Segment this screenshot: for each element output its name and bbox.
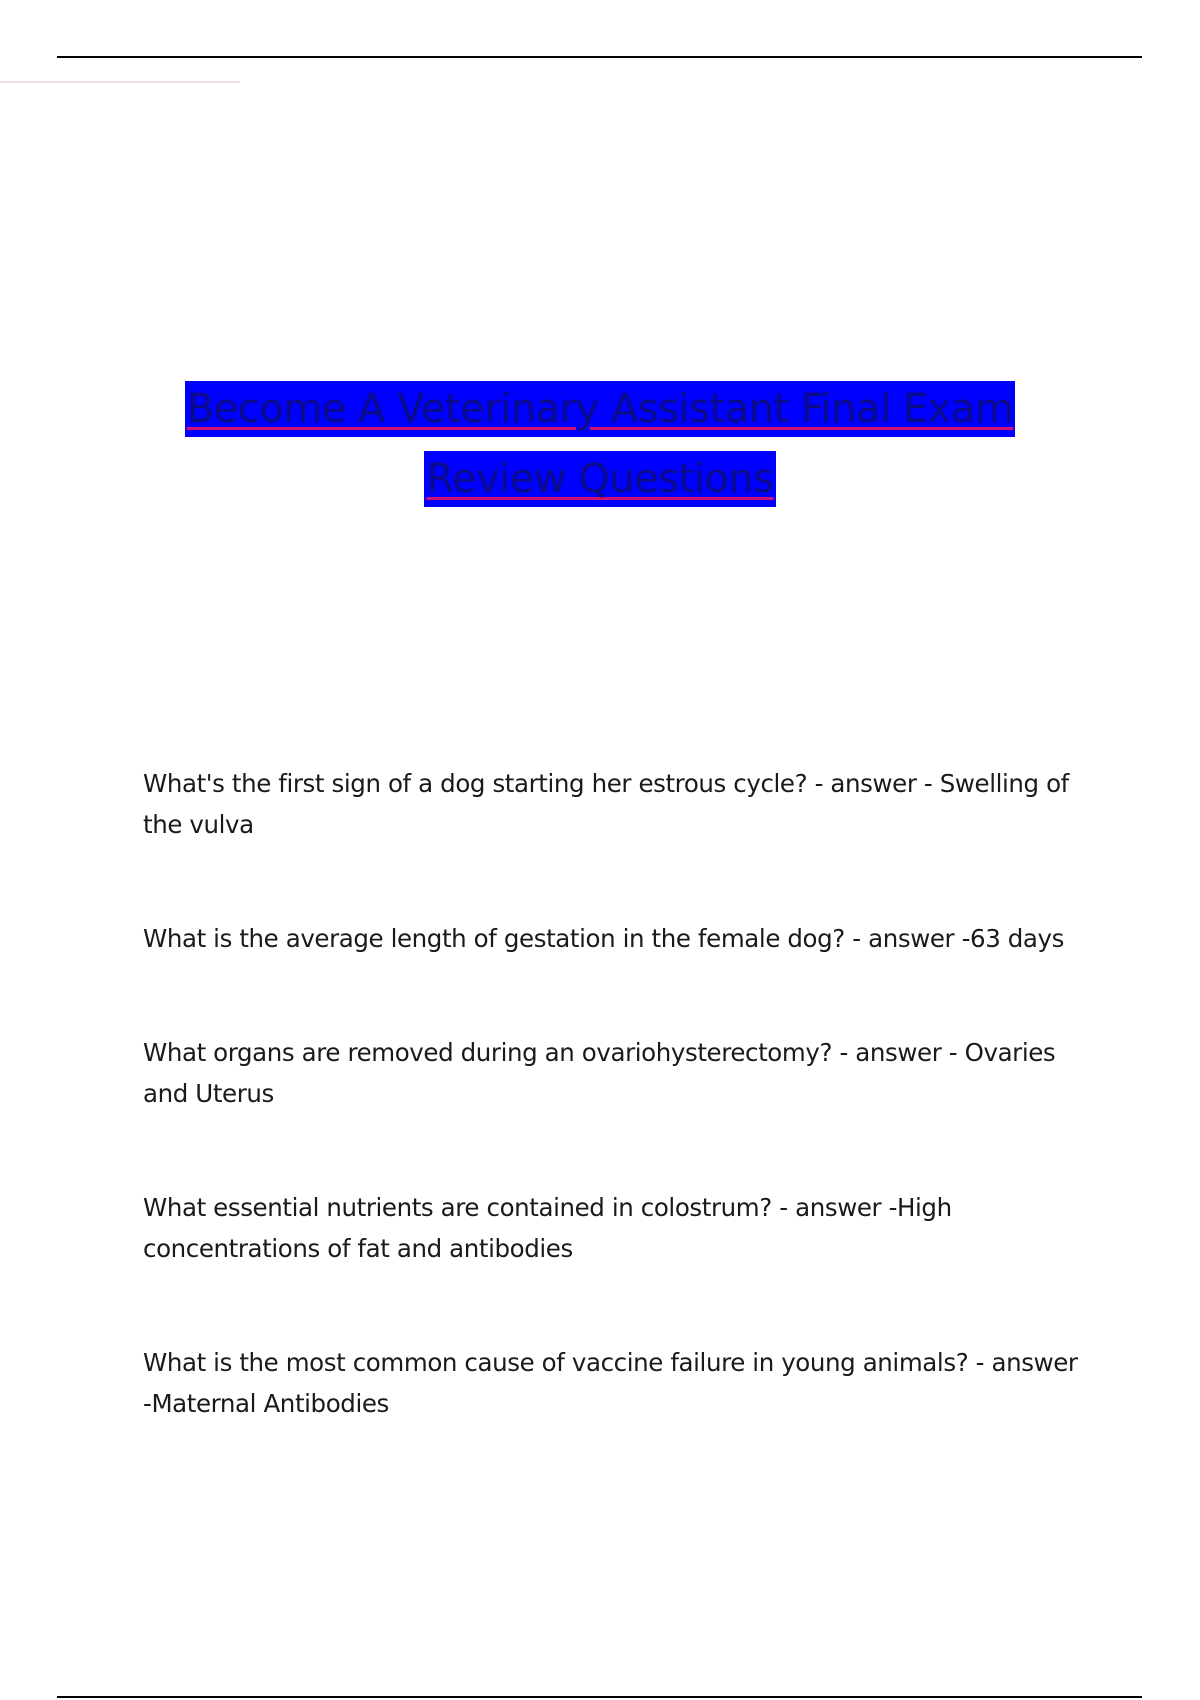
- qa-item: What organs are removed during an ovariohysterectomy? - answer - Ovaries and Uterus: [143, 1038, 1056, 1108]
- header-rule: [57, 56, 1142, 58]
- qa-item: What is the average length of gestation in the female dog? - answer -63 days: [143, 924, 1064, 953]
- qa-item: What is the most common cause of vaccine failure in young animals? - answer -Maternal Antibodies: [143, 1348, 1078, 1418]
- faint-scan-mark: [0, 81, 240, 83]
- question-answer-list: [143, 763, 1083, 1497]
- qa-item: What's the first sign of a dog starting her estrous cycle? - answer - Swelling of the vulva: [143, 769, 1069, 839]
- document-title: [100, 381, 1100, 521]
- title-line-1: Become A Veterinary Assistant Final Exam: [185, 381, 1016, 437]
- footer-rule: [57, 1696, 1142, 1698]
- title-line-2: Review Questions: [424, 451, 775, 507]
- qa-item: What essential nutrients are contained in colostrum? - answer -High concentrations of fat and antibodies: [143, 1193, 952, 1263]
